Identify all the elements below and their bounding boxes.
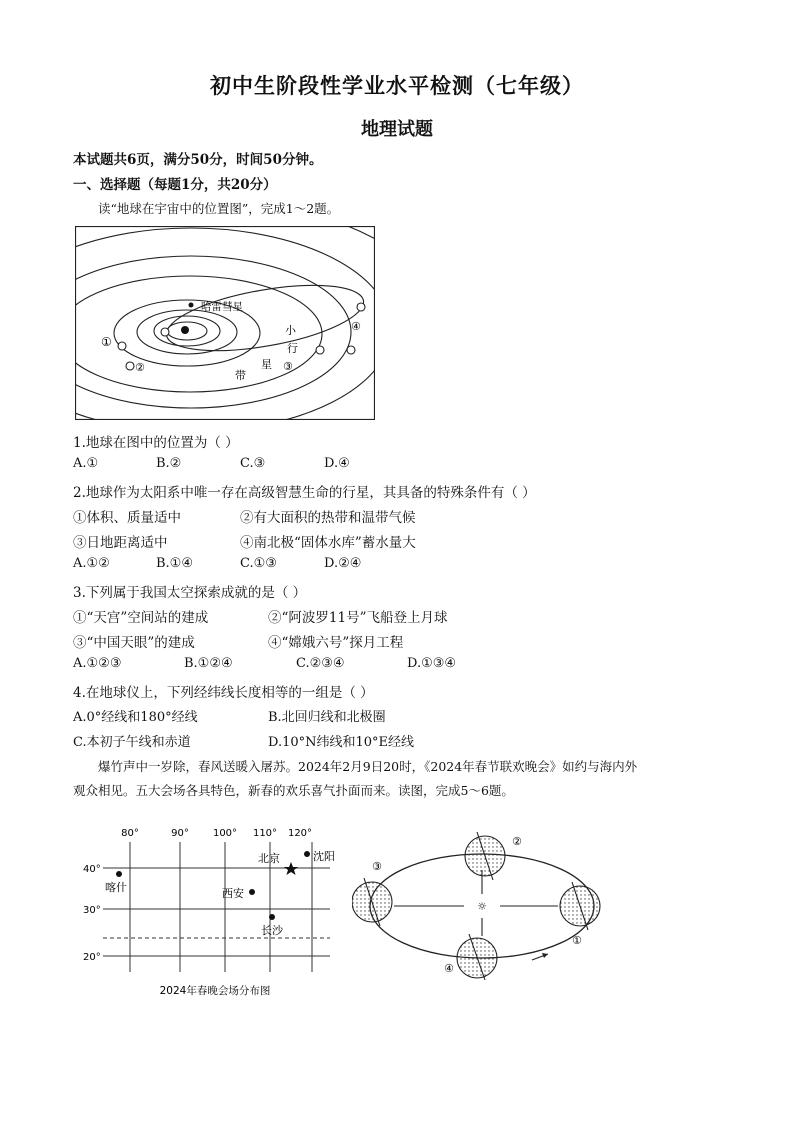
section-heading: 一、选择题（每题1分，共20分） [73,177,277,193]
q4-option-a: A.0°经线和180°经线 [73,710,198,725]
lat-label-30: 30° [83,905,101,916]
q2-option-d: D.②④ [324,556,362,571]
q4-option-c: C.本初子午线和赤道 [73,735,191,750]
city-kashgar: 喀什 [105,881,127,894]
page-subtitle: 地理试题 [361,119,433,140]
question-2-stem: 2.地球作为太阳系中唯一存在高级智慧生命的行星，其具备的特殊条件有（ ） [73,485,536,501]
lat-label-20: 20° [83,952,101,963]
position-label-4: ④ [351,320,361,333]
position-2: ② [512,835,522,848]
gala-venue-map [75,822,355,1002]
position-label-3: ③ [283,360,293,373]
city-xian: 西安 [222,887,244,900]
page-title: 初中生阶段性学业水平检测（七年级） [210,73,584,98]
q1-option-d: D.④ [324,456,350,471]
q2-item-2: ②有大面积的热带和温带气候 [240,510,416,526]
q1-option-a: A.① [73,456,99,471]
belt-label-4: 带 [235,369,246,382]
lon-label-90: 90° [171,828,189,839]
q2-item-4: ④南北极“固体水库”蓄水量大 [240,535,416,551]
passage-line-1: 爆竹声中一岁除，春风送暖入屠苏。2024年2月9日20时，《2024年春节联欢晚会》如约与海内外 [98,759,638,774]
question-3-stem: 3.下列属于我国太空探索成就的是（ ） [73,585,307,601]
q4-option-b: B.北回归线和北极圈 [268,710,386,725]
lon-label-120: 120° [287,828,313,839]
q3-option-a: A.①②③ [73,656,122,671]
q3-option-d: D.①③④ [407,656,457,671]
q3-item-4: ④“嫦娥六号”探月工程 [268,635,404,651]
sun-symbol-icon: ☼ [477,900,487,913]
q1-option-c: C.③ [240,456,266,471]
q3-item-1: ①“天宫”空间站的建成 [73,610,209,626]
belt-label-1: 小 [285,324,296,337]
city-beijing: 北京 [258,852,280,865]
city-shenyang: 沈阳 [313,850,335,863]
earth-revolution-diagram [352,810,612,980]
lon-label-110: 110° [252,828,278,839]
position-3: ① [572,934,582,947]
city-changsha: 长沙 [261,924,283,937]
map-caption: 2024年春晚会场分布图 [159,985,271,997]
q3-option-c: C.②③④ [296,656,345,671]
lat-label-40: 40° [83,864,101,875]
q2-option-c: C.①③ [240,556,277,571]
exam-info: 本试题共6页，满分50分，时间50分钟。 [73,152,323,168]
capital-star-icon [284,862,298,875]
reading-instruction-1: 读“地球在宇宙中的位置图”，完成1～2题。 [98,201,340,216]
sun-icon [181,326,189,334]
question-4-stem: 4.在地球仪上，下列经纬线长度相等的一组是（ ） [73,685,374,701]
earth-position-diagram [75,226,375,420]
belt-label-3: 星 [261,358,272,371]
q2-option-b: B.①④ [156,556,193,571]
question-1-stem: 1.地球在图中的位置为（ ） [73,435,239,451]
position-1: ③ [372,860,382,873]
q3-item-3: ③“中国天眼”的建成 [73,635,195,651]
position-label-2: ② [135,361,145,374]
lon-label-80: 80° [121,828,139,839]
q2-option-a: A.①② [73,556,110,571]
lon-label-100: 100° [212,828,238,839]
passage-line-2: 观众相见。五大会场各具特色，新春的欢乐喜气扑面而来。读图，完成5～6题。 [73,783,514,798]
q2-item-1: ①体积、质量适中 [73,510,181,526]
comet-label: 哈雷彗星 [201,301,243,313]
q4-option-d: D.10°N纬线和10°E经线 [268,735,415,750]
q2-item-3: ③日地距离适中 [73,535,168,551]
q3-option-b: B.①②④ [184,656,233,671]
q1-option-b: B.② [156,456,182,471]
position-4: ④ [444,962,454,975]
belt-label-2: 行 [287,342,298,355]
q3-item-2: ②“阿波罗11号”飞船登上月球 [268,610,448,626]
position-label-1: ① [101,335,112,349]
